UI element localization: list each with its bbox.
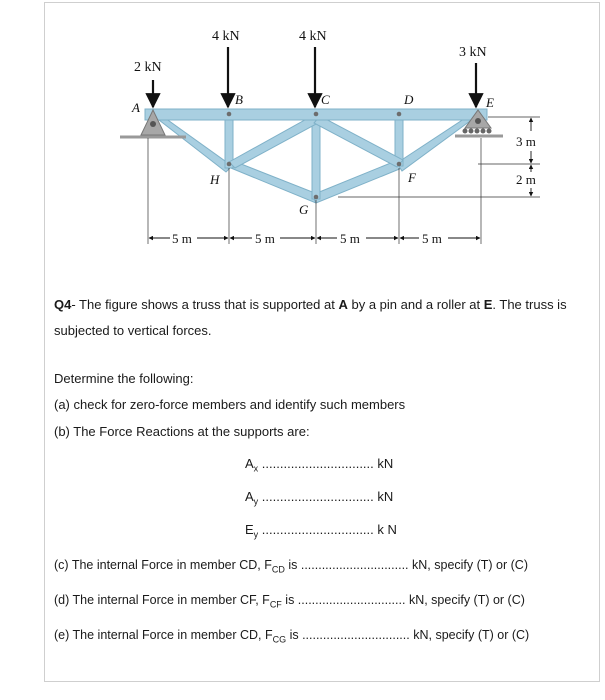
truss-figure (0, 0, 605, 260)
answer-blank-ey: ............................... (261, 522, 374, 537)
reaction-ay: $A_y$ ............................... kN (245, 489, 394, 507)
dim-height-1: 3 m (516, 134, 536, 149)
joint-label-G: G (299, 202, 309, 217)
member-AH (150, 113, 232, 172)
joint-label-B: B (235, 92, 243, 107)
reaction-ax: $A_x$ ............................... kN (245, 456, 394, 474)
joint-label-H: H (210, 172, 220, 187)
part-c: (c) The internal Force in member CD, $F_{CD}$ is ............................... kN, specify (T) or (C) (54, 558, 528, 575)
question-text: Q4- The figure shows a truss that is supported at A by a pin and a roller at E. The truss is subjected to vertical forces. (54, 297, 567, 338)
joint-label-D: D (404, 92, 414, 107)
part-d: (d) The internal Force in member CF, $F_{CF}$ is ............................... kN, specify (T) or (C) (54, 593, 525, 610)
member-HG (226, 160, 320, 203)
load-label-A: 2 kN (134, 60, 162, 75)
joint-label-F: F (408, 170, 416, 185)
joint-label-E: E (486, 95, 494, 110)
member-HC (229, 116, 318, 168)
member-CF (314, 116, 403, 167)
dim-span-3: 5 m (340, 231, 360, 246)
answer-blank-ay: ............................... (261, 489, 374, 504)
answer-blank-ax: ............................... (261, 456, 374, 471)
reaction-ey: $E_y$ ............................... k N (245, 522, 397, 540)
joint-label-C: C (321, 92, 330, 107)
member-FE (397, 113, 481, 171)
instructions-lead: Determine the following: (54, 371, 194, 386)
load-label-C: 4 kN (299, 29, 327, 44)
dim-span-2: 5 m (255, 231, 275, 246)
member-CG (312, 114, 320, 199)
dim-span-1: 5 m (172, 231, 192, 246)
part-e: (e) The internal Force in member CD, $F_{CG}$ is ............................... kN, specify (T) or (C) (54, 628, 530, 645)
load-label-B: 4 kN (212, 29, 240, 44)
part-a: (a) check for zero-force members and identify such members (54, 397, 406, 412)
part-b: (b) The Force Reactions at the supports are: (54, 424, 310, 439)
joint-label-A: A (132, 100, 140, 115)
question-label: Q4 (54, 297, 72, 312)
dim-span-4: 5 m (422, 231, 442, 246)
dim-height-2: 2 m (516, 172, 536, 187)
member-GF (312, 160, 402, 203)
load-label-E: 3 kN (459, 45, 487, 60)
load-arrows (153, 47, 476, 107)
truss-members (145, 109, 487, 203)
